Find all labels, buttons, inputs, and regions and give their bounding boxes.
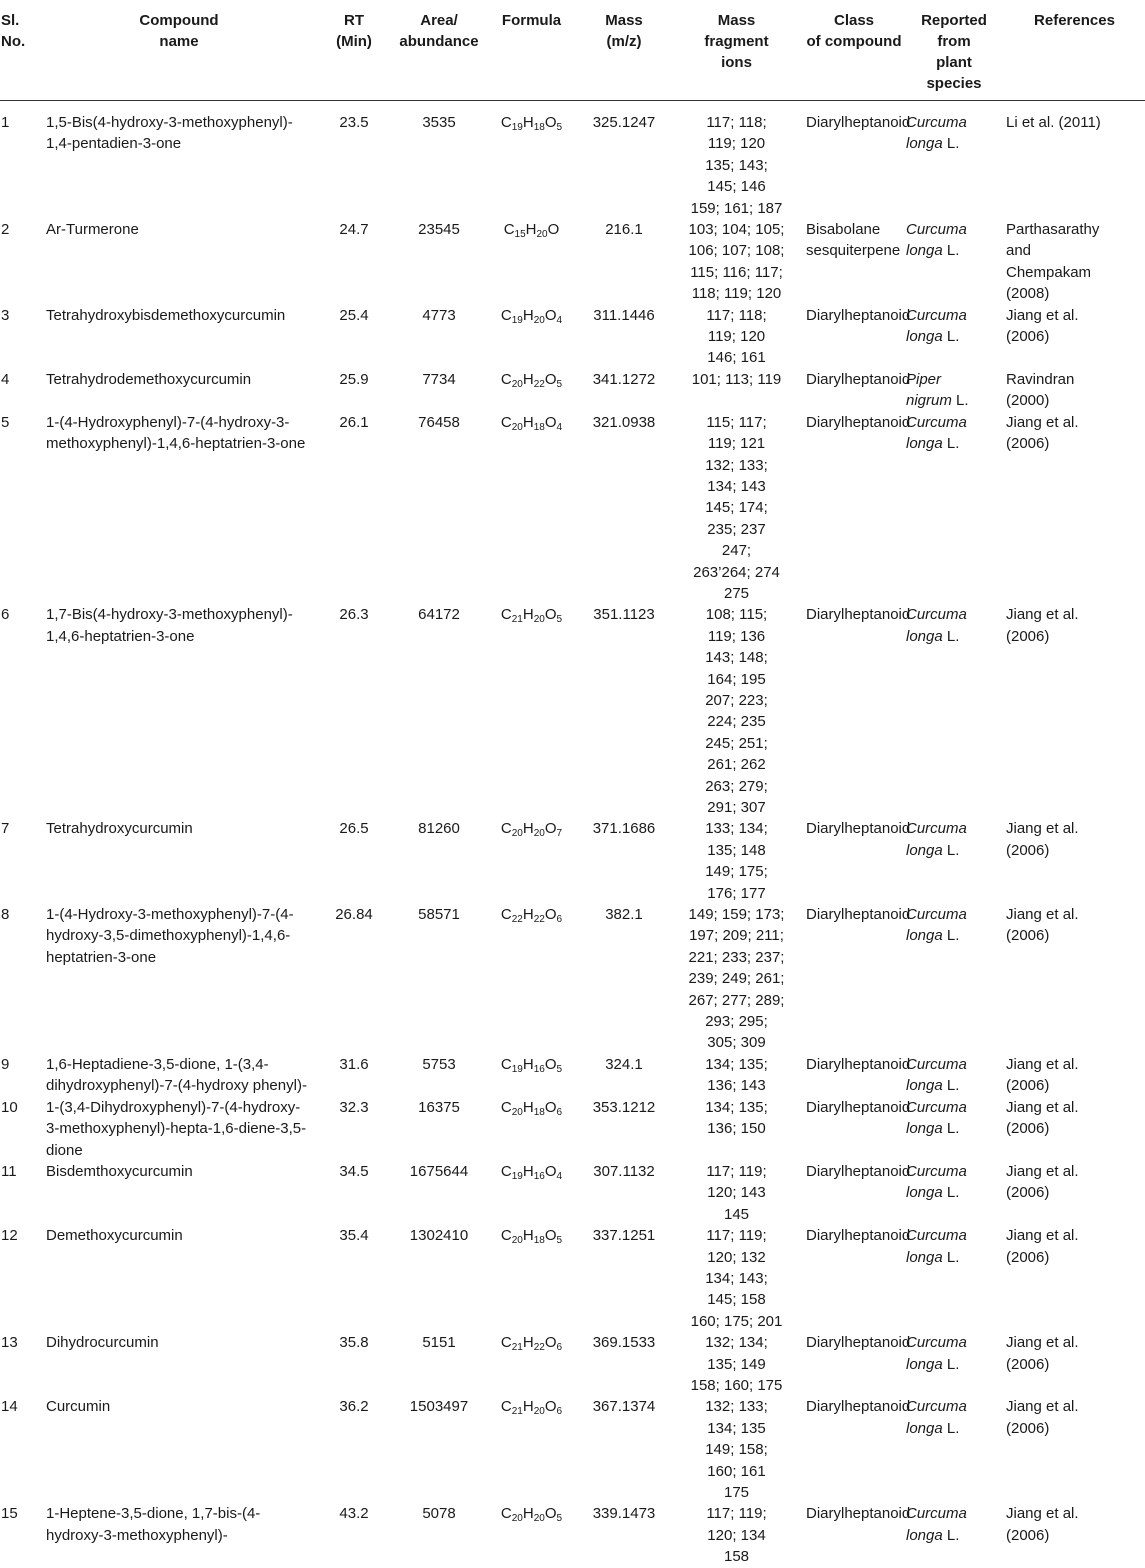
retention-time: 34.5 xyxy=(339,1162,369,1180)
compound-name: Bisdemthoxycurcumin xyxy=(46,1162,193,1180)
mass: 367.1374 xyxy=(592,1398,656,1416)
formula-element: C xyxy=(500,1227,512,1245)
formula-element: H xyxy=(525,221,537,239)
row-number: 5 xyxy=(1,413,10,431)
mass-fragment-ions: 117; 119; 120; 143 145 xyxy=(706,1162,767,1223)
mass: 324.1 xyxy=(605,1055,643,1073)
formula-subscript: 4 xyxy=(556,314,563,326)
reference: Jiang et al. (2006) xyxy=(1006,820,1079,859)
formula-element: O xyxy=(544,1162,557,1180)
formula-subscript: 4 xyxy=(556,421,563,433)
formula-subscript: 6 xyxy=(556,1406,563,1418)
species-genus: Curcuma xyxy=(906,1055,967,1073)
formula xyxy=(484,818,579,904)
mass-fragment-ions: 117; 119; 120; 134 158 xyxy=(706,1505,767,1566)
formula-element: H xyxy=(522,1227,534,1245)
formula-subscript: 20 xyxy=(536,229,548,241)
species-epithet: longa L. xyxy=(906,1526,960,1544)
species-epithet: longa L. xyxy=(906,328,960,346)
species-genus: Curcuma xyxy=(906,114,967,131)
formula-subscript: 5 xyxy=(556,1513,563,1525)
retention-time: 24.7 xyxy=(339,221,369,239)
reference: Jiang et al. (2006) xyxy=(1006,1398,1079,1437)
species-epithet: longa L. xyxy=(906,1248,960,1266)
reference: Jiang et al. (2006) xyxy=(1006,1334,1079,1373)
mass-fragment-ions: 134; 135; 136; 143 xyxy=(705,1055,768,1095)
formula-element: C xyxy=(500,114,512,131)
species-epithet: longa L. xyxy=(906,627,960,645)
compound-class: Diarylheptanoid xyxy=(806,1398,911,1416)
header-sl-no: Sl. No. xyxy=(1,12,26,50)
compound-class: Diarylheptanoid xyxy=(806,1162,911,1180)
formula xyxy=(484,1503,579,1567)
species-genus: Curcuma xyxy=(906,1162,967,1180)
reference: Jiang et al. (2006) xyxy=(1006,413,1079,453)
table-row xyxy=(0,101,1145,220)
formula-element: C xyxy=(500,306,512,324)
plant-species xyxy=(904,818,1004,904)
area-abundance: 1675644 xyxy=(409,1162,469,1180)
table-header xyxy=(0,0,1145,101)
formula-subscript: 5 xyxy=(556,1235,563,1247)
species-genus: Curcuma xyxy=(906,820,967,838)
header-compound-name: Compound name xyxy=(139,12,219,50)
plant-species xyxy=(904,1396,1004,1503)
area-abundance: 23545 xyxy=(418,221,460,239)
compound-class: Diarylheptanoid xyxy=(806,1055,911,1073)
species-genus: Curcuma xyxy=(906,1334,967,1352)
area-abundance: 76458 xyxy=(418,413,460,431)
plant-species xyxy=(904,604,1004,818)
retention-time: 23.5 xyxy=(339,114,369,131)
formula-element: O xyxy=(544,1055,557,1073)
mass: 351.1123 xyxy=(593,606,655,624)
plant-species xyxy=(904,1097,1004,1161)
table-row xyxy=(0,1396,1145,1503)
mass-fragment-ions: 103; 104; 105; 106; 107; 108; 115; 116; 117; 118; 119; 120 xyxy=(688,221,785,303)
compound-class: Diarylheptanoid xyxy=(806,413,911,431)
compound-class: Diarylheptanoid xyxy=(806,820,911,838)
formula-subscript: 20 xyxy=(511,1235,523,1247)
formula-subscript: 19 xyxy=(511,1063,523,1075)
compound-name: 1,7-Bis(4-hydroxy-3-methoxyphenyl)- 1,4,6-heptatrien-3-one xyxy=(46,606,293,645)
formula-element: H xyxy=(522,1098,534,1116)
reference: Li et al. (2011) xyxy=(1006,114,1101,131)
mass: 325.1247 xyxy=(592,114,656,131)
formula-element: H xyxy=(522,1055,534,1073)
header-rt: RT (Min) xyxy=(336,12,372,50)
compound-name: 1,5-Bis(4-hydroxy-3-methoxyphenyl)- 1,4-pentadien-3-one xyxy=(46,114,293,153)
reference: Jiang et al. (2006) xyxy=(1006,306,1079,346)
species-genus: Curcuma xyxy=(906,413,967,431)
formula-element: O xyxy=(544,114,557,131)
mass-fragment-ions: 134; 135; 136; 150 xyxy=(705,1098,768,1138)
reference: Jiang et al. (2006) xyxy=(1006,1505,1079,1544)
formula-element: O xyxy=(544,906,557,924)
retention-time: 26.3 xyxy=(339,606,369,624)
formula xyxy=(484,1097,579,1161)
retention-time: 36.2 xyxy=(339,1398,369,1416)
compound-name: Curcumin xyxy=(46,1398,111,1416)
formula-element: C xyxy=(500,413,512,431)
row-number: 9 xyxy=(1,1055,10,1073)
plant-species xyxy=(904,305,1004,369)
reference: Jiang et al. (2006) xyxy=(1006,1162,1079,1202)
area-abundance: 5078 xyxy=(422,1505,456,1523)
formula-element: H xyxy=(522,306,534,324)
formula-element: H xyxy=(522,370,534,388)
mass: 337.1251 xyxy=(592,1227,656,1245)
mass-fragment-ions: 117; 118; 119; 120 135; 143; 145; 146 159; 161; 187 xyxy=(690,114,783,217)
plant-species xyxy=(904,904,1004,1054)
table-row xyxy=(0,219,1145,305)
compound-class: Diarylheptanoid xyxy=(806,1098,911,1116)
formula xyxy=(484,1054,579,1097)
compound-name: 1-(4-Hydroxy-3-methoxyphenyl)-7-(4- hydroxy-3,5-dimethoxyphenyl)-1,4,6- heptatrien-3-one xyxy=(46,906,294,966)
formula-element: C xyxy=(500,1398,512,1416)
formula xyxy=(484,412,579,605)
table-row xyxy=(0,904,1145,1054)
formula-subscript: 20 xyxy=(533,314,545,326)
species-genus: Curcuma xyxy=(906,1098,967,1116)
formula-subscript: 5 xyxy=(556,378,563,390)
table-row xyxy=(0,305,1145,369)
formula-subscript: 20 xyxy=(533,1513,545,1525)
formula xyxy=(484,369,579,412)
compound-class: Diarylheptanoid xyxy=(806,370,911,388)
formula xyxy=(484,1225,579,1332)
formula-subscript: 21 xyxy=(511,1342,523,1354)
plant-species xyxy=(904,369,1004,412)
mass: 382.1 xyxy=(605,906,643,924)
table-row xyxy=(0,604,1145,818)
mass: 369.1533 xyxy=(592,1334,656,1352)
plant-species xyxy=(904,1225,1004,1332)
retention-time: 26.5 xyxy=(339,820,369,838)
formula-element: O xyxy=(544,820,557,838)
formula-subscript: 19 xyxy=(511,314,523,326)
formula-subscript: 6 xyxy=(556,1106,563,1118)
formula-subscript: 18 xyxy=(533,1235,545,1247)
formula-subscript: 7 xyxy=(556,828,563,840)
area-abundance: 5151 xyxy=(422,1334,456,1352)
mass-fragment-ions: 117; 118; 119; 120 146; 161 xyxy=(706,306,767,367)
formula-subscript: 20 xyxy=(511,1513,523,1525)
formula-element: C xyxy=(500,606,512,624)
species-epithet: longa L. xyxy=(906,1077,960,1095)
formula-subscript: 19 xyxy=(511,1170,523,1182)
formula-subscript: 20 xyxy=(511,421,523,433)
species-epithet: nigrum L. xyxy=(906,392,969,410)
formula-element: H xyxy=(522,820,534,838)
species-epithet: longa L. xyxy=(906,841,960,859)
header-references: References xyxy=(1034,12,1115,29)
row-number: 13 xyxy=(1,1334,18,1352)
header-class: Class of compound xyxy=(806,12,902,50)
table-row xyxy=(0,412,1145,605)
species-epithet: longa L. xyxy=(906,1120,960,1138)
area-abundance: 4773 xyxy=(422,306,456,324)
retention-time: 25.4 xyxy=(339,306,369,324)
species-epithet: longa L. xyxy=(906,242,960,260)
table-body xyxy=(0,101,1145,1568)
retention-time: 25.9 xyxy=(339,370,369,388)
compound-class: Diarylheptanoid xyxy=(806,1505,911,1523)
formula xyxy=(484,904,579,1054)
area-abundance: 5753 xyxy=(422,1055,456,1073)
compound-name: Demethoxycurcumin xyxy=(46,1227,183,1245)
formula-element: O xyxy=(544,606,557,624)
formula xyxy=(484,604,579,818)
compound-class: Diarylheptanoid xyxy=(806,906,911,924)
mass: 371.1686 xyxy=(592,820,656,838)
formula-element: O xyxy=(544,370,557,388)
header-species: Reported from plant species xyxy=(921,12,987,92)
mass-fragment-ions: 132; 134; 135; 149 158; 160; 175 xyxy=(690,1334,783,1394)
mass-fragment-ions: 117; 119; 120; 132 134; 143; 145; 158 160; 175; 201 xyxy=(690,1227,783,1330)
area-abundance: 1503497 xyxy=(409,1398,469,1416)
compound-name: 1-(4-Hydroxyphenyl)-7-(4-hydroxy-3- methoxyphenyl)-1,4,6-heptatrien-3-one xyxy=(46,413,306,453)
formula-subscript: 20 xyxy=(511,378,523,390)
formula-element: C xyxy=(500,906,512,924)
species-genus: Curcuma xyxy=(906,221,967,239)
row-number: 12 xyxy=(1,1227,18,1245)
compound-class: Diarylheptanoid xyxy=(806,306,911,324)
formula-subscript: 18 xyxy=(533,421,545,433)
plant-species xyxy=(904,1503,1004,1567)
row-number: 8 xyxy=(1,906,10,924)
table-row xyxy=(0,1161,1145,1225)
row-number: 4 xyxy=(1,370,10,388)
header-fragments: Mass fragment ions xyxy=(704,12,769,71)
species-epithet: longa L. xyxy=(906,1184,960,1202)
area-abundance: 81260 xyxy=(418,820,460,838)
reference: Jiang et al. (2006) xyxy=(1006,906,1079,945)
row-number: 3 xyxy=(1,306,10,324)
species-genus: Curcuma xyxy=(906,306,967,324)
mass-fragment-ions: 115; 117; 119; 121 132; 133; 134; 143 145; 174; 235; 237 247; 263’264; 274 275 xyxy=(693,413,780,602)
compound-name: 1-Heptene-3,5-dione, 1,7-bis-(4- hydroxy-3-methoxyphenyl)- xyxy=(46,1505,261,1544)
reference: Jiang et al. (2006) xyxy=(1006,1055,1079,1095)
formula-element: O xyxy=(544,1398,557,1416)
retention-time: 32.3 xyxy=(339,1098,369,1116)
species-genus: Curcuma xyxy=(906,1227,967,1245)
compound-name: Tetrahydroxybisdemethoxycurcumin xyxy=(46,306,286,324)
area-abundance: 16375 xyxy=(418,1098,460,1116)
formula-subscript: 20 xyxy=(511,828,523,840)
species-epithet: longa L. xyxy=(906,135,960,153)
mass-fragment-ions: 133; 134; 135; 148 149; 175; 176; 177 xyxy=(705,820,768,902)
area-abundance: 58571 xyxy=(418,906,460,924)
compound-class: Bisabolane sesquiterpene xyxy=(806,221,901,260)
compound-class: Diarylheptanoid xyxy=(806,114,911,131)
species-epithet: longa L. xyxy=(906,1419,960,1437)
row-number: 14 xyxy=(1,1398,18,1416)
plant-species xyxy=(904,1332,1004,1396)
species-genus: Piper xyxy=(906,370,942,388)
formula xyxy=(484,305,579,369)
species-genus: Curcuma xyxy=(906,1398,967,1416)
mass: 216.1 xyxy=(605,221,643,239)
formula-element: H xyxy=(522,1398,534,1416)
formula-element: H xyxy=(522,114,534,131)
reference: Jiang et al. (2006) xyxy=(1006,1098,1079,1138)
row-number: 11 xyxy=(1,1162,17,1180)
formula-element: C xyxy=(500,820,512,838)
table-row xyxy=(0,1097,1145,1161)
species-epithet: longa L. xyxy=(906,1355,960,1373)
retention-time: 43.2 xyxy=(339,1505,369,1523)
formula-subscript: 20 xyxy=(511,1106,523,1118)
formula-subscript: 22 xyxy=(533,378,545,390)
compound-name: Ar-Turmerone xyxy=(46,221,139,239)
species-epithet: longa L. xyxy=(906,927,960,945)
species-genus: Curcuma xyxy=(906,1505,967,1523)
formula-element: H xyxy=(522,1162,534,1180)
plant-species xyxy=(904,412,1004,605)
retention-time: 26.84 xyxy=(335,906,373,924)
header-formula: Formula xyxy=(501,12,562,29)
reference: Ravindran (2000) xyxy=(1006,370,1075,410)
area-abundance: 64172 xyxy=(418,606,460,624)
mass: 311.1446 xyxy=(593,306,655,324)
mass-fragment-ions: 132; 133; 134; 135 149; 158; 160; 161 175 xyxy=(705,1398,768,1501)
formula-element: O xyxy=(544,306,557,324)
table-row xyxy=(0,1225,1145,1332)
formula-subscript: 5 xyxy=(556,122,563,133)
formula-subscript: 5 xyxy=(556,1063,563,1075)
mass-fragment-ions: 108; 115; 119; 136 143; 148; 164; 195 207; 223; 224; 235 245; 251; 261; 262 263; 279; 291; 307 xyxy=(705,606,768,816)
formula-subscript: 5 xyxy=(556,614,563,626)
formula-element: O xyxy=(544,1334,557,1352)
mass: 321.0938 xyxy=(592,413,656,431)
header-mass: Mass (m/z) xyxy=(605,12,643,50)
area-abundance: 3535 xyxy=(422,114,456,131)
formula-subscript: 20 xyxy=(533,1406,545,1418)
reference: Jiang et al. (2006) xyxy=(1006,1227,1079,1266)
formula-subscript: 22 xyxy=(533,1342,545,1354)
formula xyxy=(484,1332,579,1396)
mass-fragment-ions: 149; 159; 173; 197; 209; 211; 221; 233; 237; 239; 249; 261; 267; 277; 289; 293; 295; 305; 309 xyxy=(688,906,785,1052)
formula-subscript: 18 xyxy=(533,122,545,133)
formula-element: C xyxy=(500,1098,512,1116)
formula-subscript: 22 xyxy=(533,914,545,926)
plant-species xyxy=(904,1054,1004,1097)
formula-element: O xyxy=(544,1505,557,1523)
formula xyxy=(484,219,579,305)
retention-time: 35.8 xyxy=(339,1334,369,1352)
compound-name: Tetrahydroxycurcumin xyxy=(46,820,193,838)
mass-fragment-ions: 101; 113; 119 xyxy=(691,370,782,388)
formula-subscript: 4 xyxy=(556,1170,563,1182)
compound-class: Diarylheptanoid xyxy=(806,606,911,624)
table-row xyxy=(0,1054,1145,1097)
plant-species xyxy=(904,1161,1004,1225)
compound-name: Dihydrocurcumin xyxy=(46,1334,159,1352)
mass: 307.1132 xyxy=(593,1162,655,1180)
formula-subscript: 16 xyxy=(533,1170,545,1182)
formula-element: O xyxy=(544,1098,557,1116)
table-row xyxy=(0,1503,1145,1567)
formula-element: C xyxy=(503,221,515,239)
formula-subscript: 18 xyxy=(533,1106,545,1118)
formula xyxy=(484,1161,579,1225)
reference: Parthasarathy and Chempakam (2008) xyxy=(1006,221,1100,303)
formula-subscript: 6 xyxy=(556,1342,563,1354)
formula-subscript: 15 xyxy=(514,229,526,241)
formula-subscript: 22 xyxy=(511,914,523,926)
formula-subscript: 19 xyxy=(511,122,523,133)
formula-element: H xyxy=(522,906,534,924)
retention-time: 31.6 xyxy=(339,1055,369,1073)
compound-class: Diarylheptanoid xyxy=(806,1334,911,1352)
table-row xyxy=(0,818,1145,904)
formula-element: O xyxy=(544,1227,557,1245)
reference: Jiang et al. (2006) xyxy=(1006,606,1079,645)
formula-element: O xyxy=(547,221,560,239)
formula-element: C xyxy=(500,370,512,388)
species-genus: Curcuma xyxy=(906,606,967,624)
species-genus: Curcuma xyxy=(906,906,967,924)
retention-time: 35.4 xyxy=(339,1227,369,1245)
formula-element: C xyxy=(500,1055,512,1073)
retention-time: 26.1 xyxy=(339,413,369,431)
mass: 339.1473 xyxy=(592,1505,656,1523)
formula-subscript: 20 xyxy=(533,828,545,840)
table-row xyxy=(0,369,1145,412)
formula xyxy=(484,1396,579,1503)
area-abundance: 1302410 xyxy=(409,1227,469,1245)
formula-element: C xyxy=(500,1505,512,1523)
formula-element: H xyxy=(522,1505,534,1523)
area-abundance: 7734 xyxy=(422,370,456,388)
compound-name: 1-(3,4-Dihydroxyphenyl)-7-(4-hydroxy- 3-methoxyphenyl)-hepta-1,6-diene-3,5- dione xyxy=(46,1098,307,1159)
formula-element: H xyxy=(522,413,534,431)
formula-subscript: 6 xyxy=(556,914,563,926)
plant-species xyxy=(904,101,1004,220)
table-row xyxy=(0,1332,1145,1396)
plant-species xyxy=(904,219,1004,305)
row-number: 2 xyxy=(1,221,10,239)
formula-subscript: 16 xyxy=(533,1063,545,1075)
mass: 341.1272 xyxy=(592,370,656,388)
compound-name: 1,6-Heptadiene-3,5-dione, 1-(3,4- dihydroxyphenyl)-7-(4-hydroxy phenyl)- xyxy=(46,1055,307,1095)
compound-class: Diarylheptanoid xyxy=(806,1227,911,1245)
formula-subscript: 21 xyxy=(511,614,523,626)
row-number: 10 xyxy=(1,1098,18,1116)
row-number: 7 xyxy=(1,820,10,838)
formula-element: C xyxy=(500,1334,512,1352)
formula-element: C xyxy=(500,1162,512,1180)
compound-name: Tetrahydrodemethoxycurcumin xyxy=(46,370,252,388)
formula-element: O xyxy=(544,413,557,431)
row-number: 15 xyxy=(1,1505,18,1523)
species-epithet: longa L. xyxy=(906,435,960,453)
row-number: 1 xyxy=(1,114,10,131)
row-number: 6 xyxy=(1,606,10,624)
formula-subscript: 21 xyxy=(511,1406,523,1418)
mass: 353.1212 xyxy=(592,1098,656,1116)
formula-element: H xyxy=(522,606,534,624)
formula-element: H xyxy=(522,1334,534,1352)
formula-subscript: 20 xyxy=(533,614,545,626)
formula xyxy=(484,101,579,220)
header-area: Area/ abundance xyxy=(399,12,479,50)
